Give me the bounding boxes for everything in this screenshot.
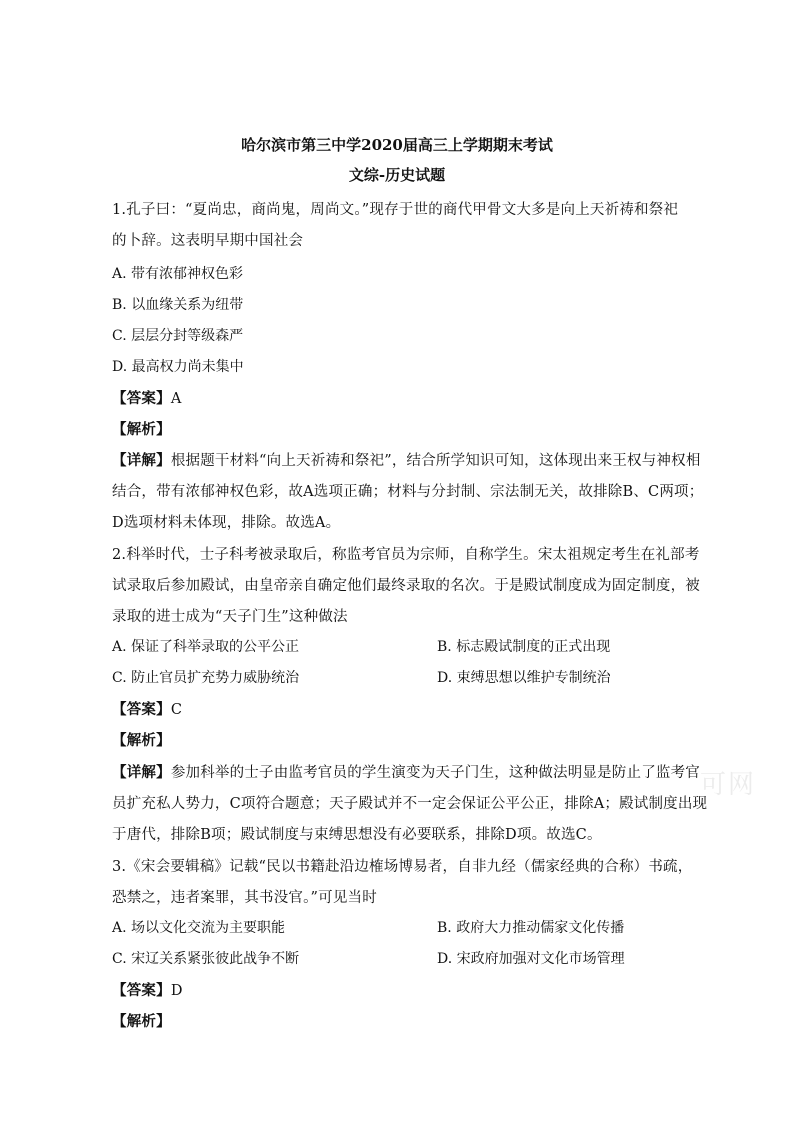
q2-option-d: D. 束缚思想以维护专制统治 <box>437 670 611 686</box>
q1-option-d: D. 最高权力尚未集中 <box>112 359 244 375</box>
page-title: 哈尔滨市第三中学2020届高三上学期期末考试 <box>241 136 553 154</box>
detail-label: 【详解】 <box>112 764 171 781</box>
q3-stem-line: 恐禁之，违者案罪，其书没官。”可见当时 <box>112 890 377 906</box>
q2-analysis-label: 【解析】 <box>112 732 171 749</box>
q2-stem-line: 2.科举时代，士子科考被录取后，称监考官员为宗师，自称学生。宋太祖规定考生在礼部考 <box>112 547 700 563</box>
detail-text: 根据题干材料“向上天祈祷和祭祀”，结合所学知识可知，这体现出来王权与神权相 <box>170 453 701 469</box>
q2-detail-line: 于唐代，排除B项；殿试制度与束缚思想没有必要联系，排除D项。故选C。 <box>112 827 602 843</box>
q1-stem-line: 1.孔子曰：“夏尚忠，商尚鬼，周尚文。”现存于世的商代甲骨文大多是向上天祈祷和祭祀 <box>112 202 679 218</box>
answer-label: 【答案】 <box>112 390 171 407</box>
q3-stem-line: 3.《宋会要辑稿》记载“民以书籍赴沿边榷场博易者，自非九经（儒家经典的合称）书疏， <box>112 859 693 875</box>
watermark: 可网 <box>700 770 757 800</box>
q2-detail-line: 员扩充私人势力，C项符合题意；天子殿试并不一定会保证公平公正，排除A；殿试制度出现 <box>112 796 708 812</box>
answer-value: C <box>170 702 183 718</box>
q2-option-b: B. 标志殿试制度的正式出现 <box>437 639 611 655</box>
q1-option-b: B. 以血缘关系为纽带 <box>112 297 244 313</box>
detail-label: 【详解】 <box>112 452 171 469</box>
q2-stem-line: 录取的进士成为“天子门生”这种做法 <box>112 609 348 625</box>
q1-option-a: A. 带有浓郁神权色彩 <box>112 266 244 282</box>
q3-option-d: D. 宋政府加强对文化市场管理 <box>437 951 625 967</box>
q3-option-a: A. 场以文化交流为主要职能 <box>112 920 286 936</box>
q2-answer <box>112 698 692 719</box>
q1-analysis-label: 【解析】 <box>112 421 171 438</box>
q2-stem-line: 试录取后参加殿试，由皇帝亲自确定他们最终录取的名次。于是殿试制度成为固定制度，被 <box>112 578 700 594</box>
q2-option-a: A. 保证了科举录取的公平公正 <box>112 639 300 655</box>
q3-answer <box>112 979 692 1000</box>
q3-option-b: B. 政府大力推动儒家文化传播 <box>437 920 625 936</box>
answer-label: 【答案】 <box>112 982 171 999</box>
answer-label: 【答案】 <box>112 701 171 718</box>
q3-option-c: C. 宋辽关系紧张彼此战争不断 <box>112 951 300 967</box>
answer-value: A <box>170 391 182 407</box>
q1-answer <box>112 387 692 408</box>
q1-detail-line: D选项材料未体现，排除。故选A。 <box>112 515 341 531</box>
q1-option-c: C. 层层分封等级森严 <box>112 328 244 344</box>
page-subtitle: 文综-历史试题 <box>348 166 446 184</box>
q1-detail-line: 结合，带有浓郁神权色彩，故A选项正确；材料与分封制、宗法制无关，故排除B、C两项； <box>112 484 704 500</box>
q1-stem-line: 的卜辞。这表明早期中国社会 <box>112 233 304 249</box>
detail-text: 参加科举的士子由监考官员的学生演变为天子门生，这种做法明显是防止了监考官 <box>170 765 701 781</box>
q2-detail-line <box>112 761 701 782</box>
q2-option-c: C. 防止官员扩充势力威胁统治 <box>112 670 300 686</box>
answer-value: D <box>170 983 183 999</box>
q1-detail-line <box>112 449 701 470</box>
q3-analysis-label: 【解析】 <box>112 1013 171 1030</box>
